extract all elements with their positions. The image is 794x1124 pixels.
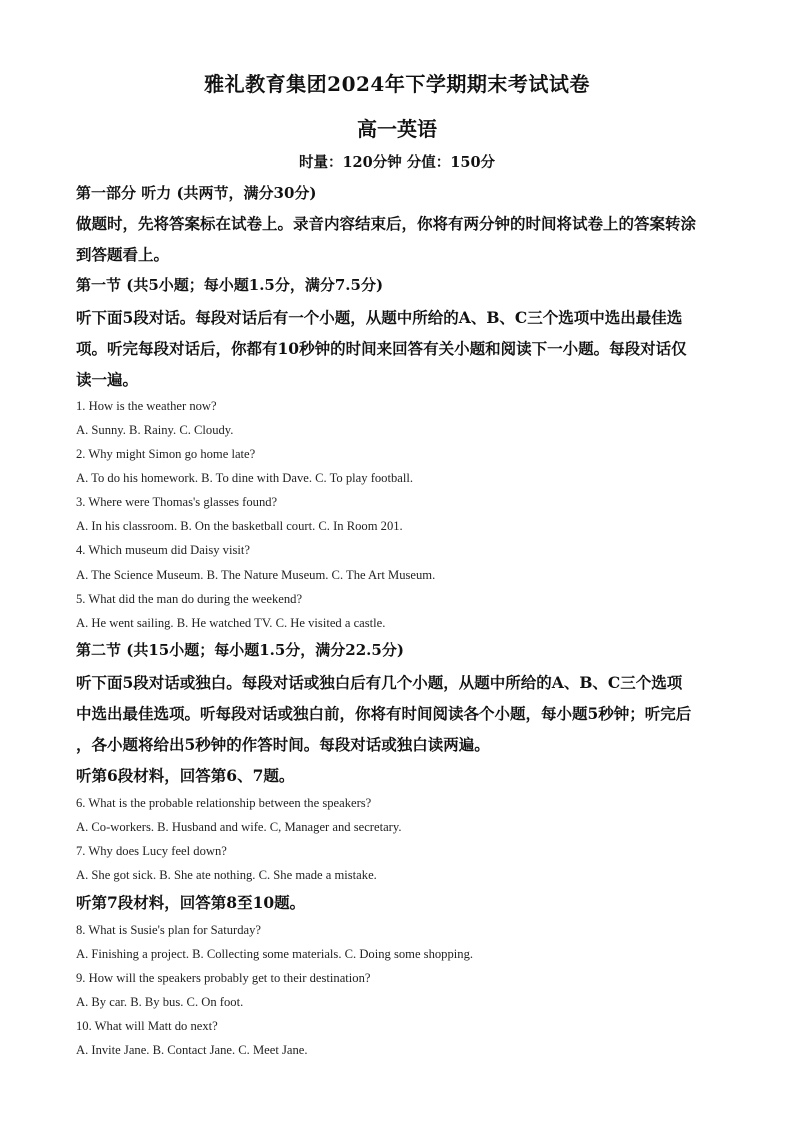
section2-instruction-line: 听下面5段对话或独白。每段对话或独白后有几个小题，从题中所给的A、B、C三个选项 — [76, 673, 683, 692]
question-text: 10. What will Matt do next? — [76, 1019, 218, 1033]
part1-heading: 第一部分 听力 (共两节，满分30分) — [76, 184, 317, 202]
section2-instruction-line: 中选出最佳选项。听每段对话或独白前，你将有时间阅读各个小题，每小题5秒钟；听完后 — [76, 704, 692, 723]
question-text: 5. What did the man do during the weekend? — [76, 592, 303, 606]
time-and-score: 时量：120分钟 分值：150分 — [298, 154, 496, 171]
question-options: A. Finishing a project. B. Collecting some materials. C. Doing some shopping. — [76, 947, 474, 961]
question-text: 7. Why does Lucy feel down? — [76, 844, 227, 858]
section1-heading: 第一节 (共5小题；每小题1.5分，满分7.5分) — [76, 276, 384, 294]
question-options: A. He went sailing. B. He watched TV. C. He visited a castle. — [76, 616, 386, 630]
question-text: 3. Where were Thomas's glasses found? — [76, 495, 278, 509]
question-options: A. To do his homework. B. To dine with Dave. C. To play football. — [76, 471, 414, 485]
question-options: A. Invite Jane. B. Contact Jane. C. Meet Jane. — [76, 1043, 308, 1057]
section2-heading: 第二节 (共15小题；每小题1.5分，满分22.5分) — [76, 641, 404, 659]
question-options: A. By car. B. By bus. C. On foot. — [76, 995, 244, 1009]
section1-instruction-line: 听下面5段对话。每段对话后有一个小题，从题中所给的A、B、C三个选项中选出最佳选 — [76, 308, 683, 327]
material6-heading: 听第6段材料，回答第6、7题。 — [76, 766, 295, 785]
part1-instruction-line: 做题时，先将答案标在试卷上。录音内容结束后，你将有两分钟的时间将试卷上的答案转涂 — [76, 214, 697, 233]
question-options: A. The Science Museum. B. The Nature Museum. C. The Art Museum. — [76, 568, 436, 582]
question-text: 6. What is the probable relationship between the speakers? — [76, 796, 372, 810]
question-text: 9. How will the speakers probably get to their destination? — [76, 971, 371, 985]
question-options: A. Sunny. B. Rainy. C. Cloudy. — [76, 423, 234, 437]
exam-subject: 高一英语 — [357, 117, 437, 141]
part1-instruction-line: 到答题看上。 — [76, 245, 170, 264]
question-text: 2. Why might Simon go home late? — [76, 447, 256, 461]
section2-instruction-line: ，各小题将给出5秒钟的作答时间。每段对话或独白读两遍。 — [76, 735, 490, 754]
question-text: 1. How is the weather now? — [76, 399, 217, 413]
question-text: 8. What is Susie's plan for Saturday? — [76, 923, 261, 937]
section1-instruction-line: 读一遍。 — [76, 370, 139, 389]
section1-instruction-line: 项。听完每段对话后，你都有10秒钟的时间来回答有关小题和阅读下一小题。每段对话仅 — [76, 339, 687, 358]
question-options: A. Co-workers. B. Husband and wife. C, Manager and secretary. — [76, 820, 402, 834]
question-text: 4. Which museum did Daisy visit? — [76, 543, 250, 557]
material7-heading: 听第7段材料，回答第8至10题。 — [76, 893, 306, 912]
question-options: A. She got sick. B. She ate nothing. C. She made a mistake. — [76, 868, 377, 882]
question-options: A. In his classroom. B. On the basketball court. C. In Room 201. — [76, 519, 403, 533]
exam-title: 雅礼教育集团2024年下学期期末考试试卷 — [204, 72, 590, 96]
